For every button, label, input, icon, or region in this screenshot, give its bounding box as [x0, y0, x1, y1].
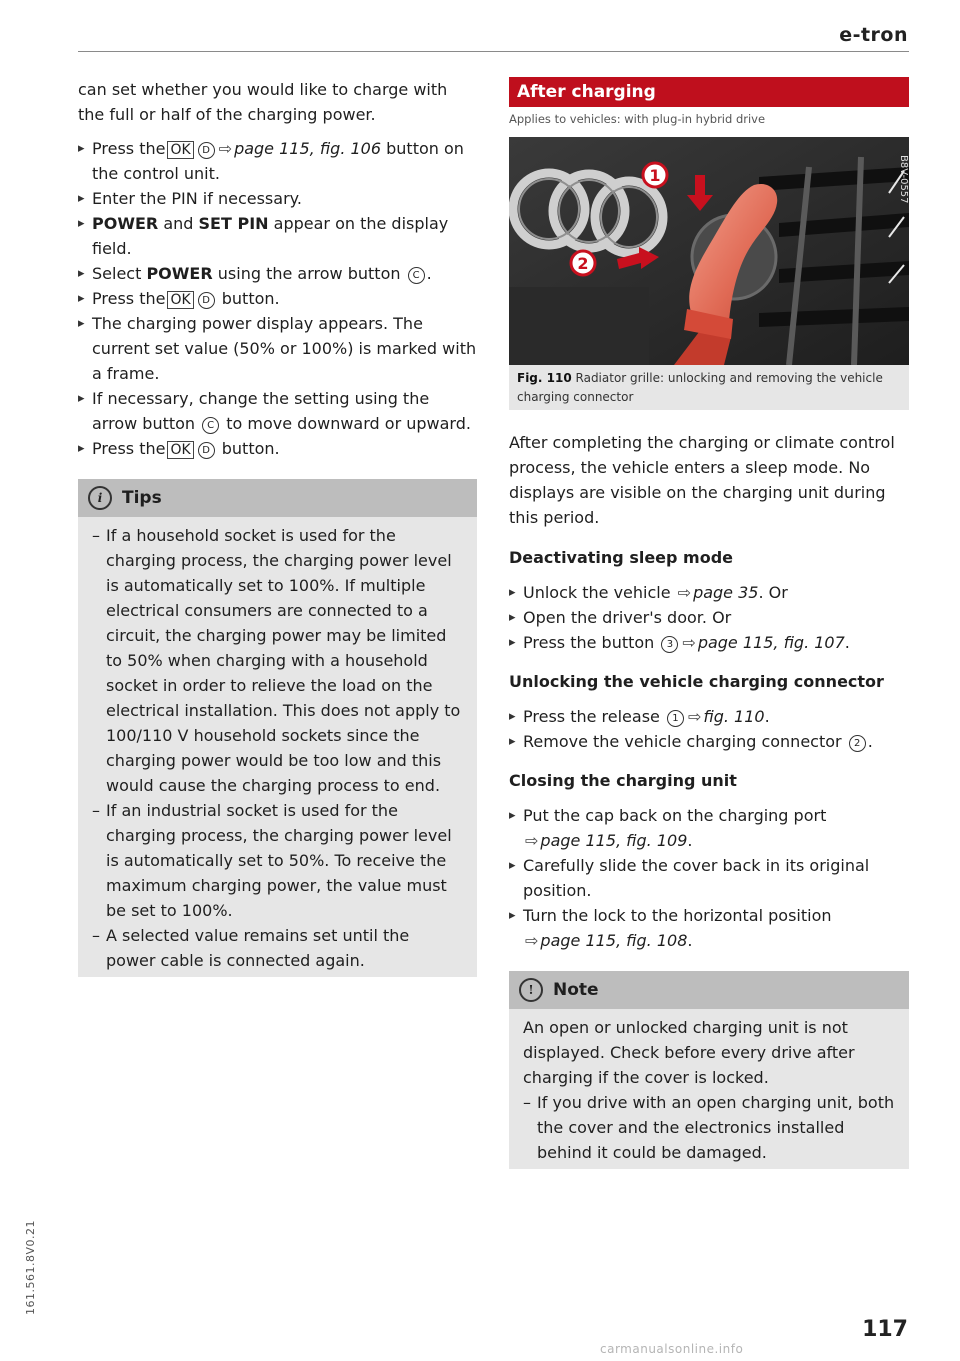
step-slide-cover: ▸ Carefully slide the cover back in its original position.	[509, 853, 909, 903]
info-icon: i	[88, 486, 112, 510]
circled-d-icon: D	[198, 292, 215, 309]
page-ref[interactable]: page 115, fig. 109	[540, 831, 688, 850]
step-enter-pin: ▸ Enter the PIN if necessary.	[78, 186, 477, 211]
ok-key-icon: OK	[167, 291, 193, 309]
ref-arrow-icon: ⇨	[218, 139, 233, 158]
ref-arrow-icon: ⇨	[682, 633, 696, 652]
page-ref[interactable]: page 115, fig. 107	[697, 633, 845, 652]
ok-key-icon: OK	[167, 441, 193, 459]
step-press-button: ▸ Press the button 3 ⇨ page 115, fig. 107.	[509, 630, 909, 655]
note-title: Note	[553, 979, 599, 1000]
tip-item: – A selected value remains set until the power cable is connected again.	[92, 923, 463, 973]
header-rule	[78, 51, 909, 52]
note-body	[509, 1009, 909, 1169]
figure-code: B8V-0557	[898, 155, 909, 204]
step-press-ok-2: ▸ Press the OK D button.	[78, 286, 477, 311]
circled-d-icon: D	[198, 142, 215, 159]
page-ref[interactable]: page 35	[693, 583, 759, 602]
tips-box	[78, 479, 477, 977]
tip-item: – If a household socket is used for the charging process, the charging power level is automatically set to 100%. If multiple electrical consumers are connected to a circuit, the charging power may be limited to 50% when charging with a household socket in order to relieve the load on the electrical installation. This does not apply to 100/110 V household sockets since the charging power would be too low and this would cause the charging process to end.	[92, 523, 463, 798]
step-turn-lock: ▸ Turn the lock to the horizontal position ⇨ page 115, fig. 108.	[509, 903, 909, 953]
ref-arrow-icon: ⇨	[687, 707, 702, 726]
right-column	[509, 77, 909, 1169]
callout-1: 1	[649, 166, 661, 185]
step-change-setting: ▸ If necessary, change the setting using the arrow button C to move downward or upward.	[78, 386, 477, 436]
step-remove-connector: ▸ Remove the vehicle charging connector 2 .	[509, 729, 909, 754]
page-ref[interactable]: page 115, fig. 108	[540, 931, 688, 950]
circled-3-icon: 3	[661, 636, 678, 653]
ref-arrow-icon: ⇨	[677, 583, 692, 602]
callout-2: 2	[577, 254, 589, 273]
step-put-cap: ▸ Put the cap back on the charging port ⇨ page 115, fig. 109.	[509, 803, 909, 853]
tips-body	[78, 517, 477, 977]
fig-ref[interactable]: fig. 110	[703, 707, 765, 726]
note-text: An open or unlocked charging unit is not displayed. Check before every drive after charging if the cover is locked.	[523, 1018, 855, 1087]
note-item: – If you drive with an open charging unit, both the cover and the electronics installed behind it could be damaged.	[523, 1090, 895, 1165]
page-ref[interactable]: page 115, fig. 106	[234, 139, 382, 158]
note-header	[509, 971, 909, 1009]
applies-to: Applies to vehicles: with plug-in hybrid drive	[509, 112, 766, 126]
circled-c-icon: C	[202, 417, 219, 434]
circled-2-icon: 2	[849, 735, 866, 752]
ok-key-icon: OK	[167, 141, 193, 159]
heading-closing-unit: Closing the charging unit	[509, 771, 737, 790]
circled-c-icon: C	[408, 267, 425, 284]
section-title: After charging	[509, 77, 909, 107]
step-press-ok-1: ▸ Press the OK D ⇨ page 115, fig. 106 button on the control unit.	[78, 136, 477, 186]
figure-caption: Fig. 110 Radiator grille: unlocking and removing the vehicle charging connector	[517, 371, 883, 404]
step-open-door: ▸ Open the driver's door. Or	[509, 605, 909, 630]
note-box	[509, 971, 909, 1169]
heading-unlock-connector: Unlocking the vehicle charging connector	[509, 672, 884, 691]
document-code: 161.561.8V0.21	[24, 1220, 37, 1315]
step-press-ok-3: ▸ Press the OK D button.	[78, 436, 477, 461]
section-tag: e-tron	[839, 24, 908, 46]
ref-arrow-icon: ⇨	[525, 831, 539, 850]
heading-sleep-mode: Deactivating sleep mode	[509, 548, 734, 567]
step-unlock-vehicle: ▸ Unlock the vehicle ⇨ page 35. Or	[509, 580, 909, 605]
tip-item: – If an industrial socket is used for the charging process, the charging power level is automatically set to 50%. To receive the maximum charging power, the value must be set to 100%.	[92, 798, 463, 923]
tips-header	[78, 479, 477, 517]
step-display: ▸ POWER and SET PIN appear on the display field.	[78, 211, 477, 261]
step-select-power: ▸ Select POWER using the arrow button C .	[78, 261, 477, 286]
warning-icon: !	[519, 978, 543, 1002]
step-power-display: ▸ The charging power display appears. The current set value (50% or 100%) is marked with a frame.	[78, 311, 477, 386]
page-number: 117	[862, 1317, 908, 1342]
tips-title: Tips	[122, 487, 162, 508]
circled-d-icon: D	[198, 442, 215, 459]
left-column	[78, 77, 477, 977]
circled-1-icon: 1	[667, 710, 684, 727]
after-charging-text: After completing the charging or climate control process, the vehicle enters a sleep mode. No displays are visible on the charging unit during this period.	[509, 433, 895, 527]
figure-label: Fig. 110	[517, 371, 572, 385]
figure-image	[509, 137, 909, 365]
ref-arrow-icon: ⇨	[525, 931, 539, 950]
watermark: carmanualsonline.info	[600, 1342, 744, 1356]
step-press-release: ▸ Press the release 1 ⇨ fig. 110.	[509, 704, 909, 729]
figure-110	[509, 137, 909, 410]
intro-text: can set whether you would like to charge with the full or half of the charging power.	[78, 80, 448, 124]
